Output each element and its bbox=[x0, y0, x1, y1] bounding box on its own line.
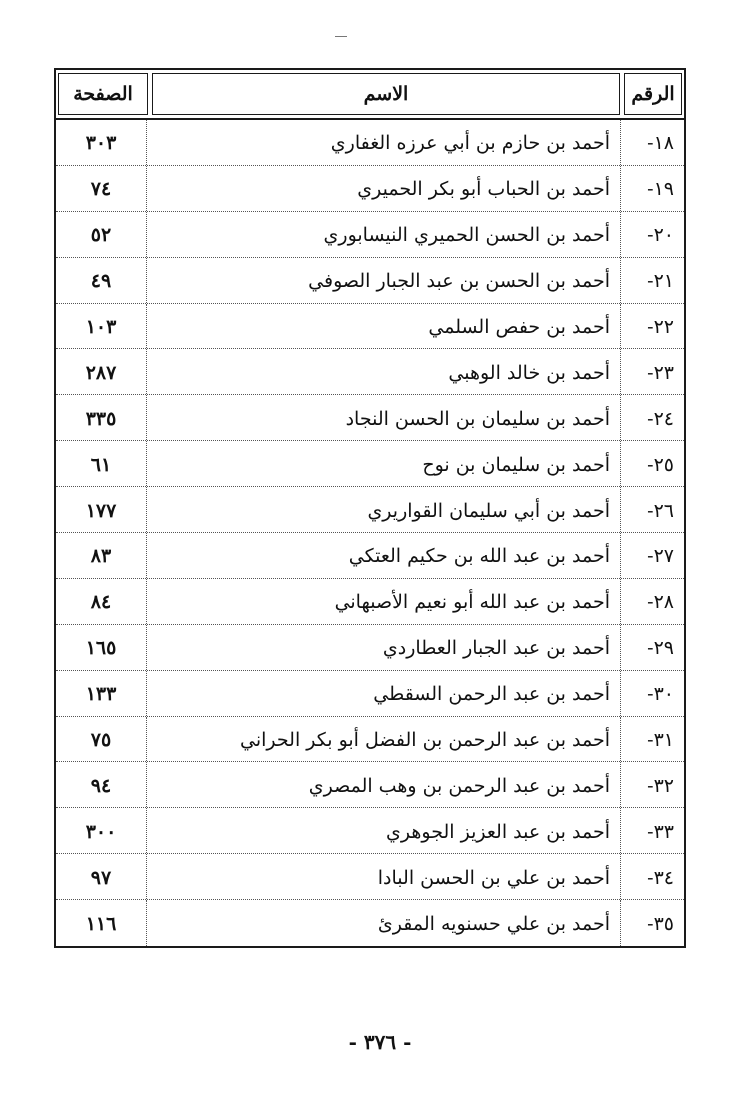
index-table bbox=[54, 68, 686, 948]
entry-page: ٣٠٠ bbox=[85, 820, 117, 843]
entry-page: ١٦٥ bbox=[85, 637, 117, 660]
entry-page: ٢٨٧ bbox=[85, 361, 117, 384]
entry-number: ٣٠- bbox=[620, 671, 684, 716]
table-row bbox=[56, 487, 684, 533]
table-row bbox=[56, 533, 684, 579]
entry-name: أحمد بن عبد الرحمن السقطي bbox=[146, 671, 620, 716]
entry-name: أحمد بن سليمان بن نوح bbox=[146, 441, 620, 486]
entry-page: ١١٦ bbox=[85, 913, 117, 936]
entry-page: ١٣٣ bbox=[85, 683, 117, 706]
table-row bbox=[56, 304, 684, 350]
entry-name: أحمد بن عبد الرحمن بن الفضل أبو بكر الحراني bbox=[146, 717, 620, 762]
entry-number: ٣٤- bbox=[620, 854, 684, 899]
entry-number: ١٨- bbox=[620, 120, 684, 165]
entry-number: ٣٣- bbox=[620, 808, 684, 853]
top-mark bbox=[335, 36, 347, 37]
entry-name: أحمد بن حفص السلمي bbox=[146, 304, 620, 349]
entry-page: ٤٩ bbox=[90, 270, 112, 293]
entry-name: أحمد بن علي بن الحسن البادا bbox=[146, 854, 620, 899]
entry-page: ٩٤ bbox=[90, 774, 112, 797]
entry-number: ٢٦- bbox=[620, 487, 684, 532]
entry-page: ٨٣ bbox=[90, 545, 112, 568]
entry-page: ٦١ bbox=[90, 453, 112, 476]
entry-number: ٢٥- bbox=[620, 441, 684, 486]
entry-number: ٢٧- bbox=[620, 533, 684, 578]
entry-page: ٧٥ bbox=[90, 729, 112, 752]
entry-page: ٥٢ bbox=[90, 224, 112, 247]
entry-number: ٣٥- bbox=[620, 900, 684, 946]
entry-name: أحمد بن علي حسنويه المقرئ bbox=[146, 900, 620, 946]
table-row bbox=[56, 395, 684, 441]
entry-page: ١٠٣ bbox=[85, 316, 117, 338]
entry-name: أحمد بن عبد الله أبو نعيم الأصبهاني bbox=[146, 579, 620, 624]
entry-number: ١٩- bbox=[620, 166, 684, 211]
entry-page: ٧٤ bbox=[90, 178, 112, 201]
entry-number: ٢٢- bbox=[620, 304, 684, 349]
table-row bbox=[56, 808, 684, 854]
table-row bbox=[56, 120, 684, 166]
table-row bbox=[56, 166, 684, 212]
header-name: الاسم bbox=[152, 73, 620, 115]
entry-number: ٢٨- bbox=[620, 579, 684, 624]
entry-name: أحمد بن الحسن بن عبد الجبار الصوفي bbox=[146, 258, 620, 303]
entry-number: ٢١- bbox=[620, 258, 684, 303]
table-body bbox=[56, 120, 684, 946]
table-row bbox=[56, 625, 684, 671]
entry-name: أحمد بن عبد الله بن حكيم العتكي bbox=[146, 533, 620, 578]
table-row bbox=[56, 900, 684, 946]
entry-number: ٢٤- bbox=[620, 395, 684, 440]
table-row bbox=[56, 671, 684, 717]
entry-name: أحمد بن الحباب أبو بكر الحميري bbox=[146, 166, 620, 211]
table-row bbox=[56, 762, 684, 808]
table-row bbox=[56, 349, 684, 395]
entry-page: ١٧٧ bbox=[85, 499, 117, 522]
page-number: - ٣٧٦ - bbox=[348, 1030, 412, 1054]
header-page: الصفحة bbox=[58, 73, 148, 115]
entry-page: ٣٣٥ bbox=[85, 407, 117, 430]
entry-name: أحمد بن حازم بن أبي عرزه الغفاري bbox=[146, 120, 620, 165]
entry-number: ٢٠- bbox=[620, 212, 684, 257]
entry-number: ٣١- bbox=[620, 717, 684, 762]
table-row bbox=[56, 212, 684, 258]
table-row bbox=[56, 258, 684, 304]
table-header bbox=[56, 70, 684, 120]
entry-page: ٩٧ bbox=[90, 866, 112, 889]
header-number: الرقم bbox=[624, 73, 682, 115]
entry-name: أحمد بن الحسن الحميري النيسابوري bbox=[146, 212, 620, 257]
table-row bbox=[56, 717, 684, 763]
entry-name: أحمد بن خالد الوهبي bbox=[146, 349, 620, 394]
entry-name: أحمد بن عبد الرحمن بن وهب المصري bbox=[146, 762, 620, 807]
entry-name: أحمد بن سليمان بن الحسن النجاد bbox=[146, 395, 620, 440]
entry-number: ٢٣- bbox=[620, 349, 684, 394]
entry-number: ٣٢- bbox=[620, 762, 684, 807]
entry-page: ٣٠٣ bbox=[85, 132, 117, 155]
entry-name: أحمد بن عبد العزيز الجوهري bbox=[146, 808, 620, 853]
entry-page: ٨٤ bbox=[90, 591, 112, 614]
entry-name: أحمد بن أبي سليمان القواريري bbox=[146, 487, 620, 532]
table-row bbox=[56, 854, 684, 900]
table-row bbox=[56, 441, 684, 487]
table-row bbox=[56, 579, 684, 625]
entry-number: ٢٩- bbox=[620, 625, 684, 670]
entry-name: أحمد بن عبد الجبار العطاردي bbox=[146, 625, 620, 670]
